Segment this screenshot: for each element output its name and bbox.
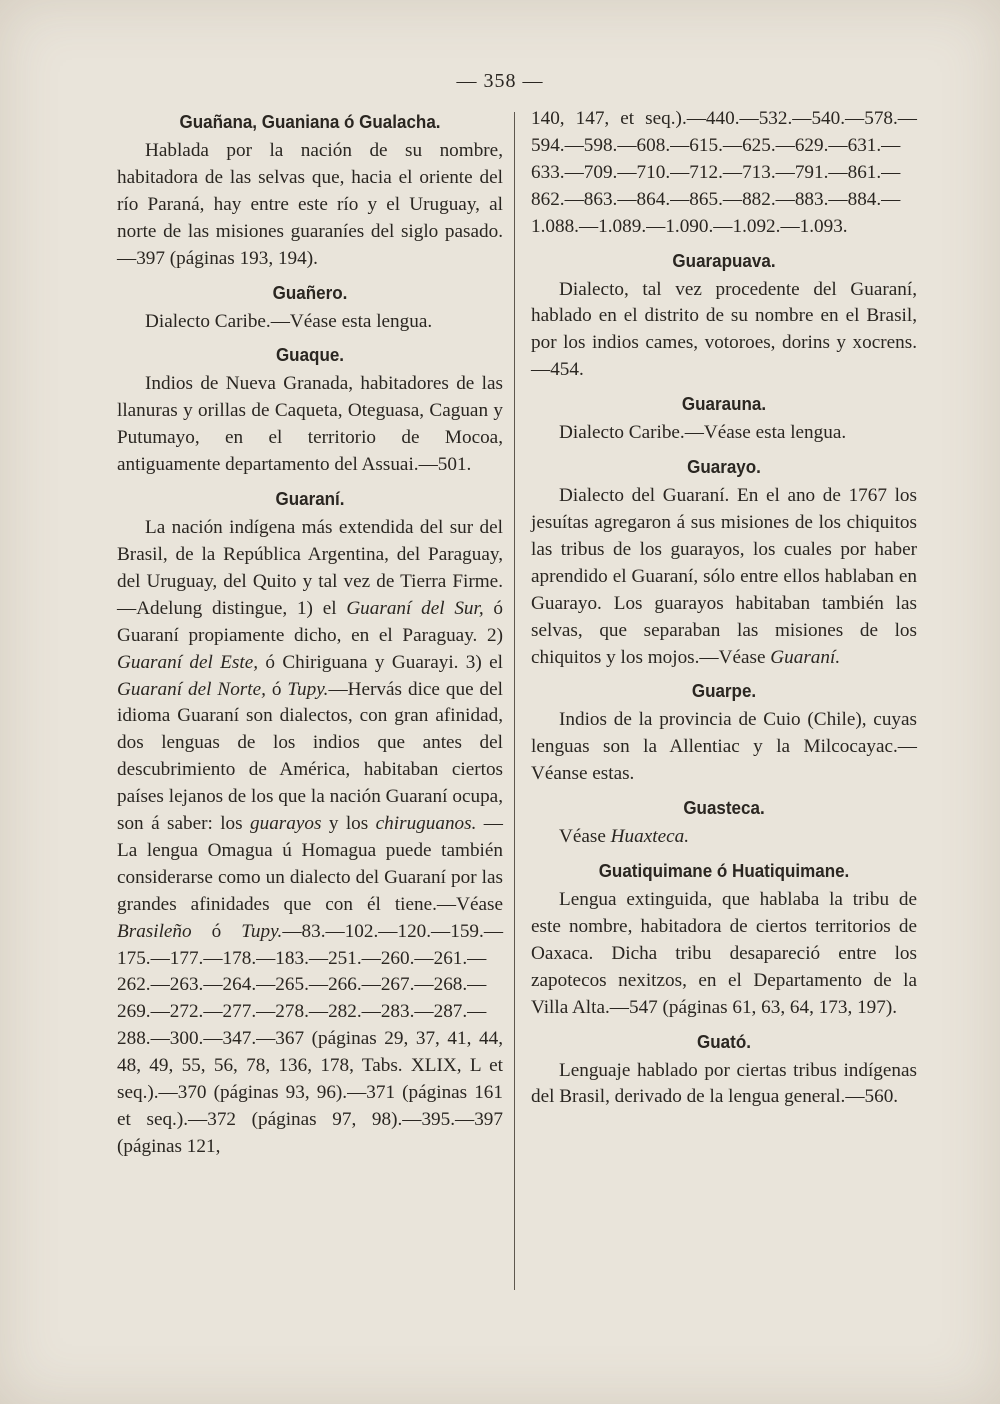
italic-term: Guaraní del Este, bbox=[117, 651, 259, 673]
entry-title: Guarpe. bbox=[691, 680, 757, 702]
italic-term: Guaraní. bbox=[770, 646, 841, 668]
italic-term: Tupy. bbox=[287, 678, 329, 700]
page-number: — 358 — bbox=[456, 70, 544, 92]
entry-title: Guasteca. bbox=[683, 797, 765, 819]
left-column bbox=[117, 108, 503, 1167]
entry-body: Indios de la provincia de Cuio (Chile), cuyas lenguas son la Allentiac y la Milcocayac.—Véanse estas. bbox=[531, 709, 917, 785]
entry-body bbox=[531, 483, 917, 671]
italic-term: Huaxteca. bbox=[610, 826, 689, 848]
text-run: —83.—102.—120.—159.—175.—177.—178.—183.—251.—260.—261.—262.—263.—264.—265.—266.—267.—268.—269.—272.—277.—278.—282.—283.—287.—288.—300.—347.—367 (páginas 29, 37, 41, 44, 48, 49, 55, 56, 78, 136, 178, Tabs. XLIX, L et seq.).—370 (páginas 93, 96).—371 (páginas 161 et seq.).—372 (páginas 97, 98).—395.—397 (páginas 121, bbox=[117, 920, 503, 1157]
column-divider bbox=[514, 112, 515, 1290]
right-column bbox=[531, 106, 917, 1117]
text-run: La nación indígena más extendida del sur del Brasil, de la República Argentina, del Paraguay, del Uruguay, del Quito y tal vez de Tierra Firme.—Adelung distingue, 1) el bbox=[117, 517, 503, 619]
entry-title: Guaque. bbox=[275, 344, 345, 366]
text-run: ó bbox=[265, 678, 288, 700]
entry-body: Hablada por la nación de su nombre, habitadora de las selvas que, hacia el oriente del río Paraná, hay entre este río y el Uruguay, al norte de las misiones guaraníes del siglo pasado.—397 (páginas 193, 194). bbox=[117, 140, 503, 269]
entry-title: Guatiquimane ó Huatiquimane. bbox=[598, 860, 850, 882]
italic-term: Guaraní del Norte, bbox=[117, 678, 266, 700]
text-run: —Hervás dice que del idioma Guaraní son dialectos, con gran afinidad, dos lenguas de los indios que antes del descubrimiento de América, habitaban ciertos países lejanos de los que la nación Guaraní ocupa, son á saber: los bbox=[117, 678, 503, 835]
entry-title: Guarauna. bbox=[681, 393, 767, 415]
italic-term: chiruguanos. bbox=[375, 813, 477, 835]
entry-title: Guaraní. bbox=[275, 488, 345, 510]
entry-title: Guató. bbox=[697, 1030, 751, 1052]
entry-body: Indios de Nueva Granada, habitadores de las llanuras y orillas de Caqueta, Oteguasa, Caguan y Putumayo, en el territorio de Mocoa, antiguamente departamento del Assuai.—501. bbox=[117, 373, 503, 476]
entry-body: Lenguaje hablado por ciertas tribus indígenas del Brasil, derivado de la lengua general.—560. bbox=[531, 1059, 917, 1108]
entry-title: Guarayo. bbox=[687, 456, 761, 478]
entry-body: Dialecto Caribe.—Véase esta lengua. bbox=[559, 422, 847, 444]
italic-term: guarayos bbox=[250, 813, 322, 835]
entry-body bbox=[531, 824, 917, 851]
entry-body: Dialecto, tal vez procedente del Guaraní, hablado en el distrito de su nombre en el Brasil, por los indios cames, votoroes, dorins y xocrens.—454. bbox=[531, 278, 917, 381]
text-run: ó Chiriguana y Guarayi. 3) el bbox=[258, 651, 503, 673]
text-run: Dialecto del Guaraní. En el ano de 1767 los jesuítas agregaron á sus misiones de los chiquitos las tribus de los guarayos, los cuales por haber aprendido el Guaraní, sólo entre ellos hablaban en Guarayo. Los guarayos habitaban también las selvas, que separaban las misiones de los chiquitos y los mojos.—Véase bbox=[531, 485, 917, 668]
entry-body: Lengua extinguida, que hablaba la tribu de este nombre, habitadora de ciertos territorios de Oaxaca. Dicha tribu desapareció entre los zapotecos nexitzos, en el Departamento de la Villa Alta.—547 (páginas 61, 63, 64, 173, 197). bbox=[531, 889, 917, 1018]
text-run: ó bbox=[191, 920, 242, 942]
text-run: — La lengua Omagua ú Homagua puede también considerarse como un dialecto del Guaraní por las grandes afinidades que con él tiene.—Véase bbox=[117, 813, 503, 915]
italic-term: Guaraní del Sur, bbox=[346, 597, 484, 619]
text-run: ó Guaraní propiamente dicho, en el Paraguay. 2) bbox=[117, 597, 503, 646]
entry-title: Guañero. bbox=[272, 281, 348, 303]
text-run: Véase bbox=[559, 826, 611, 848]
italic-term: Brasileño bbox=[117, 920, 192, 942]
text-run: y los bbox=[321, 813, 376, 835]
entry-body-guarani bbox=[117, 515, 503, 1161]
entry-body: Dialecto Caribe.—Véase esta lengua. bbox=[145, 310, 433, 332]
entry-title: Guañana, Guaniana ó Gualacha. bbox=[179, 111, 441, 132]
continuation-text: 140, 147, et seq.).—440.—532.—540.—578.—594.—598.—608.—615.—625.—629.—631.—633.—709.—710.—712.—713.—791.—861.—862.—863.—864.—865.—882.—883.—884.—1.088.—1.089.—1.090.—1.092.—1.093. bbox=[531, 108, 917, 237]
entry-title: Guarapuava. bbox=[672, 249, 776, 271]
italic-term: Tupy. bbox=[241, 920, 283, 942]
